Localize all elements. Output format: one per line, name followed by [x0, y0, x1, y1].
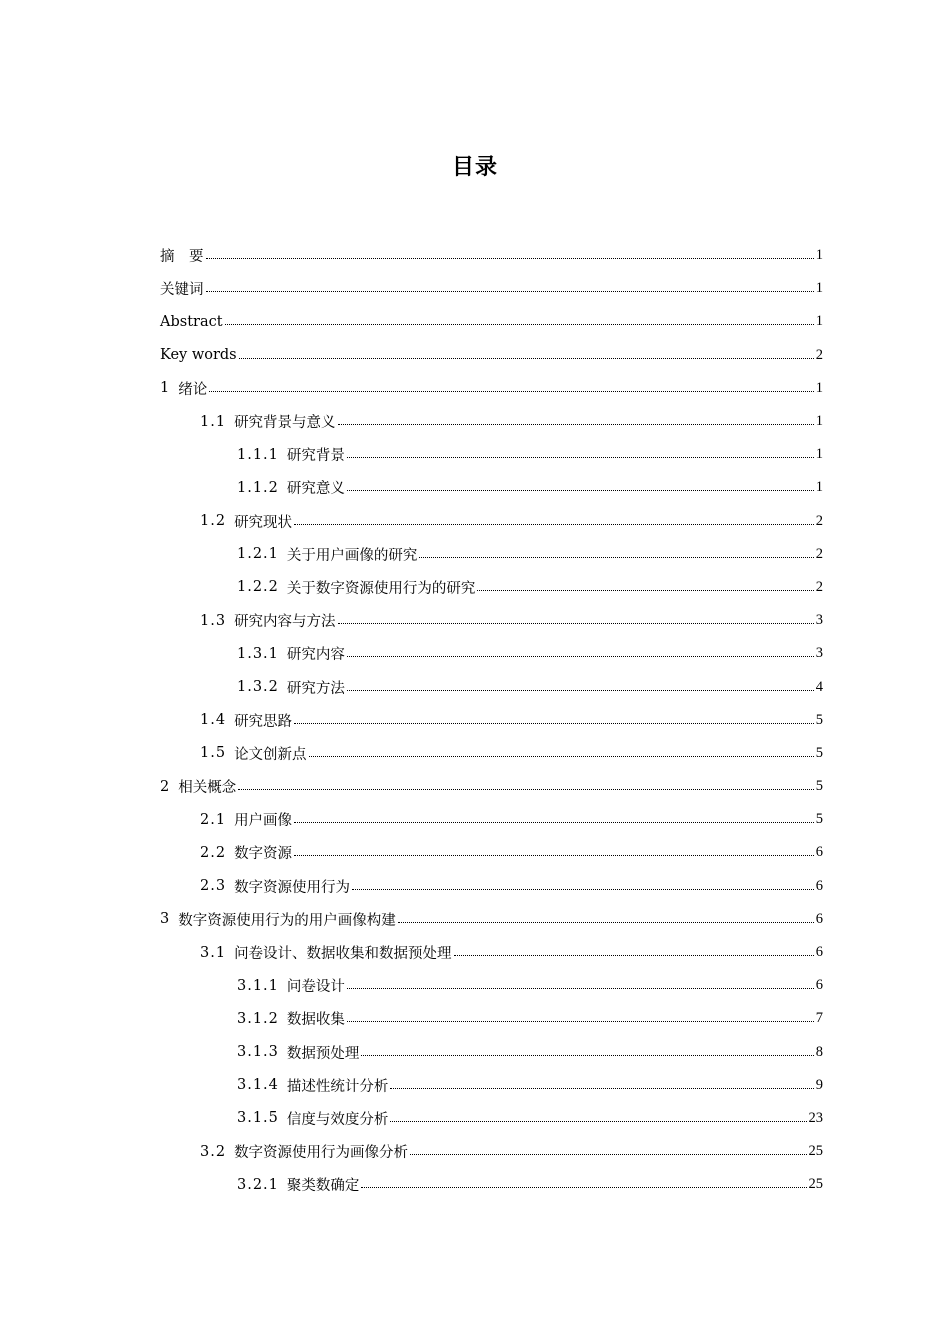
- toc-entry-label: 研究现状: [234, 514, 293, 531]
- toc-entry[interactable]: [160, 471, 823, 504]
- toc-entry-number: 1.4: [200, 712, 227, 729]
- toc-entry[interactable]: [160, 870, 823, 903]
- toc-entry-number: 2: [160, 778, 171, 795]
- toc-entry-number: 1.3.2: [237, 679, 279, 696]
- dot-leader: [294, 822, 814, 823]
- page-title: 目录: [451, 155, 498, 180]
- toc-entry[interactable]: [160, 272, 823, 305]
- toc-entry-label: 研究方法: [286, 680, 345, 697]
- toc-entry-label: 研究内容: [286, 647, 345, 664]
- dot-leader: [294, 524, 814, 525]
- toc-entry[interactable]: [160, 936, 823, 969]
- toc-entry[interactable]: [160, 438, 823, 471]
- dot-leader: [347, 988, 814, 989]
- toc-entry-number: 2.3: [200, 878, 227, 895]
- toc-entry-page: 25: [808, 1143, 823, 1160]
- toc-entry[interactable]: [160, 836, 823, 869]
- toc-entry-label: 研究背景与意义: [234, 415, 336, 432]
- toc-entry-label: 相关概念: [178, 780, 237, 797]
- toc-entry-number: 3.1.2: [237, 1010, 279, 1027]
- toc-entry-page: 6: [815, 910, 823, 927]
- toc-entry-page: 1: [815, 247, 823, 264]
- toc-entry-label: 描述性统计分析: [286, 1078, 389, 1095]
- toc-entry[interactable]: [160, 1135, 823, 1168]
- toc-entry[interactable]: [160, 670, 823, 703]
- toc-entry-number: 3.1.4: [237, 1077, 279, 1094]
- toc-entry-number: 1.2.2: [237, 579, 279, 596]
- toc-entry-label: 研究意义: [286, 481, 345, 498]
- toc-entry-label: 论文创新点: [234, 746, 307, 763]
- toc-entry[interactable]: [160, 903, 823, 936]
- dot-leader: [238, 789, 814, 790]
- toc-entry-page: 6: [815, 877, 823, 894]
- dot-leader: [294, 723, 814, 724]
- toc-entry-page: 4: [815, 678, 823, 695]
- toc-entry[interactable]: [160, 803, 823, 836]
- toc-entry-number: 2.1: [200, 811, 227, 828]
- toc-entry-label: 研究背景: [286, 448, 345, 465]
- toc-entry-number: 3.1.1: [237, 977, 279, 994]
- dot-leader: [347, 1021, 814, 1022]
- toc-entry-label: 问卷设计: [286, 979, 345, 996]
- toc-entry-page: 1: [815, 446, 823, 463]
- dot-leader: [239, 358, 814, 359]
- dot-leader: [410, 1154, 806, 1155]
- toc-entry-number: 3.1.3: [237, 1044, 279, 1061]
- toc-entry[interactable]: [160, 405, 823, 438]
- dot-leader: [361, 1055, 813, 1056]
- dot-leader: [390, 1088, 813, 1089]
- toc-entry-page: 23: [808, 1109, 823, 1126]
- toc-entry-page: 1: [815, 379, 823, 396]
- dot-leader: [209, 391, 814, 392]
- toc-entry-page: 5: [815, 711, 823, 728]
- toc-entry-label: 数字资源: [234, 846, 293, 863]
- toc-entry[interactable]: [160, 305, 823, 338]
- toc-entry[interactable]: [160, 969, 823, 1002]
- toc-entry-page: 5: [815, 811, 823, 828]
- dot-leader: [347, 457, 814, 458]
- dot-leader: [338, 424, 814, 425]
- dot-leader: [352, 889, 814, 890]
- toc-entry-label: 数据预处理: [286, 1045, 360, 1062]
- toc-entry-label: 数字资源使用行为的用户画像构建: [178, 912, 396, 929]
- dot-leader: [477, 590, 813, 591]
- toc-entry-number: 1.2: [200, 513, 227, 530]
- toc-entry[interactable]: [160, 571, 823, 604]
- toc-entry-label: Key words: [160, 347, 237, 364]
- toc-entry-page: 25: [808, 1176, 823, 1193]
- toc-entry-page: 8: [815, 1043, 823, 1060]
- toc-entry-page: 6: [815, 977, 823, 994]
- toc-entry-page: 3: [815, 612, 823, 629]
- toc-entry-page: 3: [815, 645, 823, 662]
- toc-entry-label: 关于数字资源使用行为的研究: [286, 580, 476, 597]
- toc-entry-label: 数据收集: [286, 1012, 345, 1029]
- toc-entry-page: 1: [815, 479, 823, 496]
- toc-entry[interactable]: [160, 372, 823, 405]
- toc-entry-number: 1.3: [200, 612, 227, 629]
- toc-entry-label: 关于用户画像的研究: [286, 547, 418, 564]
- toc-entry-label: 关键词: [160, 282, 204, 299]
- dot-leader: [454, 955, 814, 956]
- toc-entry-number: 3: [160, 911, 171, 928]
- toc-entry-number: 1: [160, 380, 171, 397]
- toc-entry[interactable]: [160, 770, 823, 803]
- toc-entry-label: Abstract: [160, 313, 223, 330]
- toc-entry-page: 2: [815, 545, 823, 562]
- toc-entry[interactable]: [160, 538, 823, 571]
- dot-leader: [294, 855, 814, 856]
- toc-entry-page: 6: [815, 944, 823, 961]
- toc-entry[interactable]: [160, 737, 823, 770]
- toc-entry-label: 数字资源使用行为: [234, 879, 351, 896]
- toc-entry[interactable]: [160, 704, 823, 737]
- toc-entry-page: 2: [815, 346, 823, 363]
- toc-entry-page: 5: [815, 778, 823, 795]
- dot-leader: [398, 922, 814, 923]
- dot-leader: [390, 1121, 806, 1122]
- toc-entry-page: 9: [815, 1076, 823, 1093]
- toc-entry[interactable]: [160, 505, 823, 538]
- toc-entry[interactable]: [160, 1168, 823, 1201]
- toc-entry-label: 绪论: [178, 381, 208, 398]
- toc-entry-label: 聚类数确定: [286, 1178, 360, 1195]
- dot-leader: [338, 623, 814, 624]
- toc-entry-page: 1: [815, 280, 823, 297]
- toc-entry-label: 研究内容与方法: [234, 614, 336, 631]
- toc-entry-number: 1.1: [200, 413, 227, 430]
- toc-entry-page: 6: [815, 844, 823, 861]
- dot-leader: [206, 291, 814, 292]
- toc-entry-page: 5: [815, 744, 823, 761]
- toc-entry-label: 信度与效度分析: [286, 1111, 389, 1128]
- dot-leader: [361, 1187, 806, 1188]
- dot-leader: [347, 490, 814, 491]
- toc-entry-number: 1.3.1: [237, 645, 279, 662]
- table-of-contents: [160, 239, 823, 1201]
- toc-entry-label: 数字资源使用行为画像分析: [234, 1145, 409, 1162]
- toc-entry-number: 1.1.1: [237, 446, 279, 463]
- toc-entry[interactable]: [160, 637, 823, 670]
- toc-entry-number: 1.1.2: [237, 479, 279, 496]
- toc-entry-number: 3.1: [200, 944, 227, 961]
- toc-entry-number: 3.2.1: [237, 1176, 279, 1193]
- dot-leader: [419, 557, 813, 558]
- dot-leader: [206, 258, 814, 259]
- toc-entry[interactable]: [160, 239, 823, 272]
- toc-entry-number: 1.2.1: [237, 546, 279, 563]
- toc-entry-label: 摘 要: [160, 249, 204, 266]
- toc-entry-number: 3.1.5: [237, 1110, 279, 1127]
- toc-entry-label: 用户画像: [234, 813, 293, 830]
- toc-entry-page: 2: [815, 578, 823, 595]
- toc-entry-number: 2.2: [200, 844, 227, 861]
- toc-entry[interactable]: [160, 1069, 823, 1102]
- dot-leader: [347, 690, 814, 691]
- toc-entry[interactable]: [160, 1002, 823, 1035]
- toc-entry-label: 问卷设计、数据收集和数据预处理: [234, 946, 452, 963]
- toc-entry-number: 1.5: [200, 745, 227, 762]
- dot-leader: [225, 324, 814, 325]
- toc-entry-number: 3.2: [200, 1143, 227, 1160]
- toc-entry[interactable]: [160, 339, 823, 372]
- toc-entry-page: 2: [815, 512, 823, 529]
- toc-entry-page: 7: [815, 1010, 823, 1027]
- toc-entry[interactable]: [160, 604, 823, 637]
- toc-entry-label: 研究思路: [234, 713, 293, 730]
- dot-leader: [309, 756, 814, 757]
- toc-entry[interactable]: [160, 1102, 823, 1135]
- dot-leader: [347, 656, 814, 657]
- toc-entry[interactable]: [160, 1036, 823, 1069]
- toc-entry-page: 1: [815, 413, 823, 430]
- toc-entry-page: 1: [815, 313, 823, 330]
